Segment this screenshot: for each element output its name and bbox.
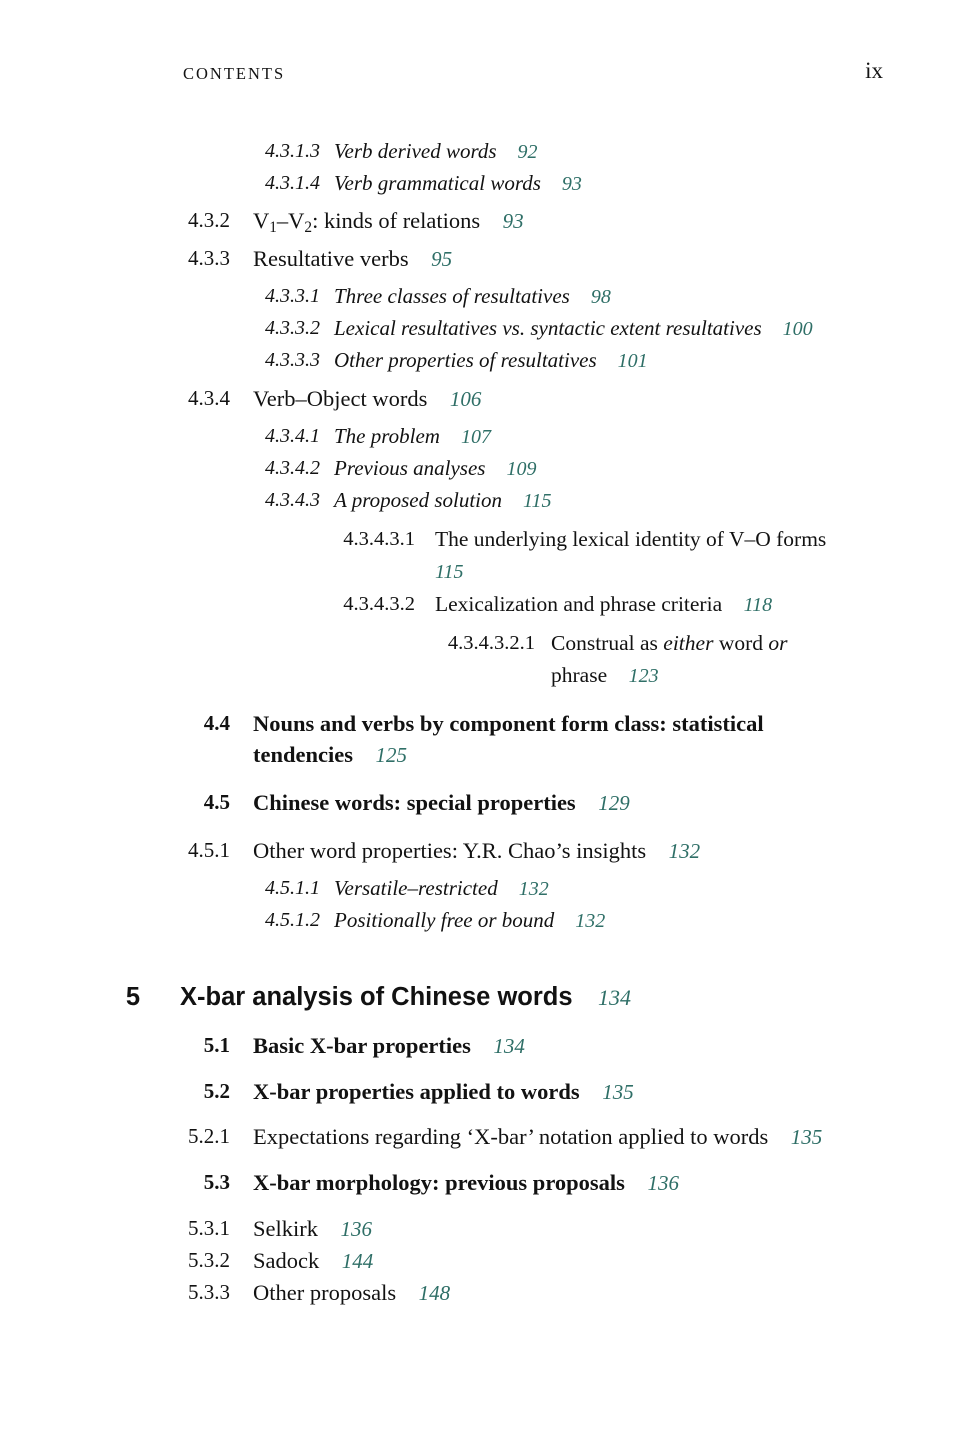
toc-entry[interactable]	[0, 905, 960, 937]
toc-entry-title	[253, 1245, 960, 1277]
toc-entry-title	[334, 905, 960, 937]
toc-entry-label: Sadock	[253, 1247, 320, 1273]
toc-entry-title	[253, 835, 960, 867]
toc-entry-page-number: 101	[617, 349, 648, 372]
toc-entry-number: 4.3.4.2	[265, 456, 320, 479]
toc-entry-number: 5.3	[203, 1169, 230, 1194]
toc-entry-label: A proposed solution	[334, 487, 503, 512]
toc-entry-label: Basic X-bar properties	[253, 1032, 471, 1058]
toc-entry[interactable]	[0, 383, 960, 415]
toc-entry-number: 4.3.4.3.1	[343, 527, 415, 550]
toc-entry-page-number: 98	[590, 285, 611, 308]
toc-entry-page-number: 115	[435, 560, 464, 583]
toc-entry-number: 5.3.2	[188, 1247, 230, 1272]
toc-entry-label: Selkirk	[253, 1215, 318, 1241]
toc-entry-title	[551, 627, 960, 692]
toc-entry[interactable]	[0, 1076, 960, 1108]
toc-entry-page-number: 134	[493, 1033, 525, 1058]
toc-entry-number: 4.3.3.1	[265, 284, 320, 307]
toc-entry-page-number: 100	[782, 317, 813, 340]
toc-entry-title	[253, 383, 960, 415]
toc-entry-page-number: 132	[575, 909, 606, 932]
running-head-title: CONTENTS	[183, 64, 286, 83]
toc-entry[interactable]	[0, 588, 960, 621]
toc-entry-title	[334, 873, 960, 905]
toc-entry-page-number: 109	[506, 457, 537, 480]
toc-entry-title	[253, 1030, 960, 1062]
toc-entry-label: The underlying lexical identity of V–O forms	[435, 526, 827, 551]
toc-entry[interactable]	[0, 345, 960, 377]
toc-entry-title	[253, 205, 960, 243]
toc-entry[interactable]	[0, 1121, 960, 1153]
toc-entry-number: 4.3.1.4	[265, 172, 320, 194]
toc-entry-title	[180, 981, 960, 1014]
toc-entry-page-number: 129	[598, 790, 630, 815]
toc-entry-number: 5	[125, 982, 140, 1011]
toc-entry-title	[435, 523, 960, 588]
toc-entry[interactable]	[0, 1030, 960, 1062]
toc-entry-label: Other proposals	[253, 1279, 397, 1305]
toc-entry[interactable]	[0, 205, 960, 243]
toc-entry-title	[334, 421, 960, 453]
toc-entry-title	[334, 485, 960, 517]
toc-entry-title	[253, 787, 960, 819]
toc-entry-label: X-bar morphology: previous proposals	[253, 1169, 625, 1195]
toc-entry-page-number: 135	[790, 1124, 823, 1149]
toc-entry-title	[435, 588, 960, 621]
toc-entry-label: X-bar properties applied to words	[253, 1078, 580, 1104]
toc-entry-number: 4.5	[203, 789, 230, 814]
toc-entry-page-number: 107	[460, 425, 491, 448]
toc-entry-page-number: 132	[518, 877, 549, 900]
toc-entry-label: Resultative verbs	[253, 245, 409, 271]
toc-entry-label: The problem	[334, 423, 440, 448]
toc-entry-label: Other word properties: Y.R. Chao’s insights	[253, 837, 647, 863]
toc-entry[interactable]	[0, 421, 960, 453]
toc-entry-label: Expectations regarding ‘X-bar’ notation applied to words	[253, 1123, 769, 1149]
toc-entry-label: Lexicalization and phrase criteria	[435, 591, 723, 616]
page-folio: ix	[865, 58, 883, 83]
toc-entry-title	[334, 136, 960, 168]
toc-entry-label: Three classes of resultatives	[334, 283, 570, 308]
toc-entry-number: 5.3.3	[188, 1279, 230, 1304]
toc-entry-label: $V_1-V_2$: kinds of relations	[253, 208, 481, 236]
toc-entry-number: 4.5.1.2	[265, 908, 320, 931]
toc-entry[interactable]	[0, 243, 960, 275]
toc-entry-label: Verb–Object words	[253, 385, 428, 411]
toc-entry[interactable]	[0, 168, 960, 200]
toc-entry-label: Previous analyses	[334, 455, 486, 480]
toc-entry-title	[334, 313, 960, 345]
toc-entry-title	[253, 1167, 960, 1199]
toc-entry-number: 4.4	[203, 710, 230, 735]
toc-entry-title	[253, 1076, 960, 1108]
toc-entry-title	[253, 243, 960, 275]
toc-entry[interactable]	[0, 1213, 960, 1245]
toc-entry-title	[253, 1121, 960, 1153]
toc-entry[interactable]	[0, 981, 960, 1014]
toc-entry-label: Positionally free or bound	[334, 907, 555, 932]
toc-entry-page-number: 106	[449, 386, 482, 411]
toc-entry-number: 4.5.1.1	[265, 876, 320, 899]
toc-entry-page-number: 135	[602, 1079, 634, 1104]
toc-entry-label: Chinese words: special properties	[253, 789, 576, 815]
toc-entry-page-number: 136	[647, 1170, 679, 1195]
toc-entry-page-number: 95	[431, 246, 453, 271]
toc-entry-number: 4.3.4.3.2	[343, 592, 415, 615]
toc-entry-label: Other properties of resultatives	[334, 347, 597, 372]
toc-entry-number: 4.3.4	[188, 385, 230, 410]
toc-entry-page-number: 93	[561, 173, 582, 195]
toc-entry-label: Construal as either word or phrase	[551, 630, 788, 687]
toc-entry-label: Verb derived words	[334, 139, 497, 163]
toc-entry-label: Versatile–restricted	[334, 875, 498, 900]
toc-entry-title	[334, 453, 960, 485]
toc-entry-label: X-bar analysis of Chinese words	[180, 982, 573, 1011]
toc-entry[interactable]	[0, 281, 960, 313]
toc-entry-label: Lexical resultatives vs. syntactic extent resultatives	[334, 315, 762, 340]
toc-entry-page-number: 132	[668, 838, 701, 863]
toc-entry-number: 4.3.3.3	[265, 348, 320, 371]
toc-entry[interactable]	[0, 1245, 960, 1277]
toc-entry-title	[253, 1213, 960, 1245]
toc-entry-page-number: 144	[341, 1248, 374, 1273]
toc-entry-page-number: 93	[502, 209, 524, 233]
toc-entry-page-number: 125	[375, 742, 407, 767]
toc-entry[interactable]	[0, 136, 960, 168]
toc-entry-number: 4.5.1	[188, 837, 230, 862]
toc-entry[interactable]	[0, 453, 960, 485]
toc-entry-page-number: 123	[628, 664, 659, 687]
toc-entry[interactable]	[0, 787, 960, 819]
toc-entry-number: 4.3.4.3	[265, 488, 320, 511]
toc-entry[interactable]	[0, 1167, 960, 1199]
toc-entry[interactable]	[0, 313, 960, 345]
toc-entry-title	[334, 168, 960, 200]
toc-entry-number: 4.3.3	[188, 245, 230, 270]
table-of-contents-list	[0, 136, 960, 1309]
toc-entry-title	[253, 708, 960, 771]
toc-entry-number: 5.2	[203, 1078, 230, 1103]
toc-entry-number: 5.1	[203, 1032, 230, 1057]
toc-entry[interactable]	[0, 485, 960, 517]
toc-entry-title	[334, 281, 960, 313]
toc-entry-page-number: 118	[743, 593, 773, 616]
toc-entry-title	[334, 345, 960, 377]
toc-entry-page-number: 136	[340, 1216, 372, 1241]
running-head	[183, 58, 883, 94]
toc-entry-number: 4.3.2	[188, 208, 230, 232]
toc-entry-number: 4.3.4.1	[265, 424, 320, 447]
toc-entry-page-number: 92	[517, 141, 538, 163]
toc-entry-label: Verb grammatical words	[334, 171, 541, 195]
toc-entry-title	[253, 1277, 960, 1309]
toc-entry-label: Nouns and verbs by component form class: statistical tendencies	[253, 710, 764, 767]
toc-entry[interactable]	[0, 835, 960, 867]
toc-entry-number: 5.3.1	[188, 1215, 230, 1240]
toc-entry-page-number: 115	[523, 489, 552, 512]
toc-entry[interactable]	[0, 708, 960, 771]
toc-entry-number: 4.3.3.2	[265, 316, 320, 339]
toc-entry-page-number: 148	[418, 1280, 451, 1305]
toc-entry-page-number: 134	[598, 984, 632, 1010]
toc-entry-number: 5.2.1	[188, 1123, 230, 1148]
toc-entry-number: 4.3.4.3.2.1	[447, 631, 535, 654]
toc-entry[interactable]	[0, 523, 960, 588]
toc-entry-number: 4.3.1.3	[265, 140, 320, 162]
toc-entry[interactable]	[0, 873, 960, 905]
toc-entry[interactable]	[0, 627, 960, 692]
toc-entry[interactable]	[0, 1277, 960, 1309]
